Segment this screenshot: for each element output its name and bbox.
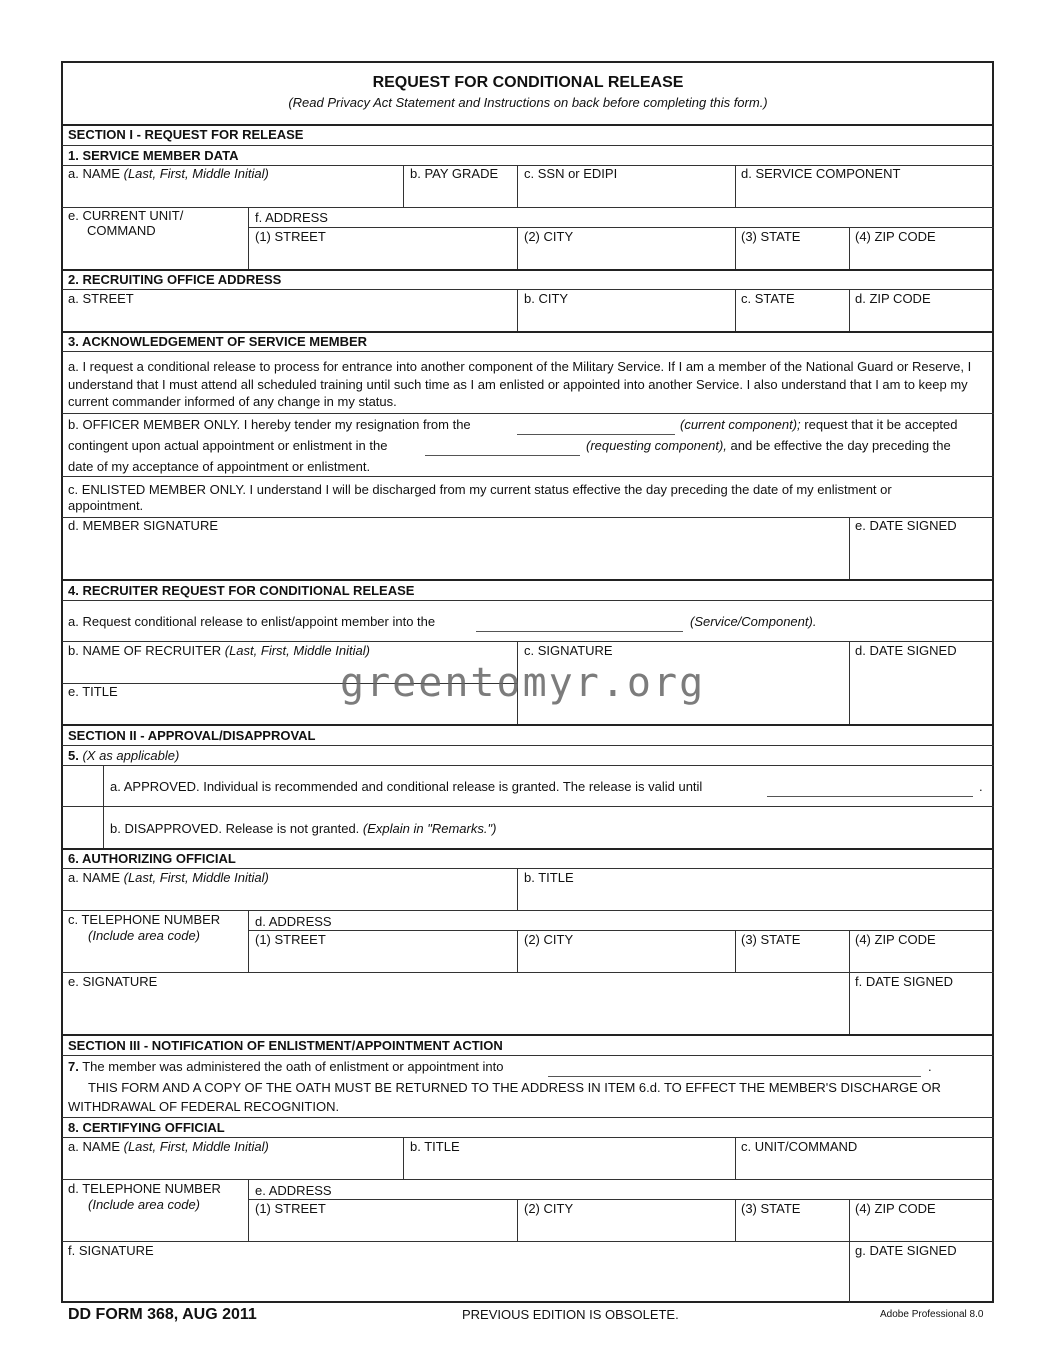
current-component-blank[interactable] [517, 434, 675, 435]
field-label: The member was administered the oath of enlistment or appointment into [78, 1059, 504, 1074]
street-field[interactable]: (1) STREET [255, 229, 326, 244]
disapproved-text [110, 821, 496, 836]
divider [517, 165, 518, 207]
enlisted-text: c. ENLISTED MEMBER ONLY. I understand I will be discharged from my current status effective the day preceding the date of my enlistment or appointment. [68, 482, 892, 513]
divider [248, 207, 249, 269]
city-field[interactable]: (2) CITY [524, 229, 574, 244]
rule [62, 269, 994, 271]
recruiter-name-field[interactable] [68, 643, 370, 658]
divider [849, 289, 850, 331]
section-2-heading: SECTION II - APPROVAL/DISAPPROVAL [68, 728, 316, 743]
field-hint: (Last, First, Middle Initial) [123, 166, 269, 181]
ssn-field[interactable]: c. SSN or EDIPI [524, 166, 618, 181]
certifying-telephone-field[interactable]: d. TELEPHONE NUMBER [68, 1181, 221, 1196]
field-label: b. DISAPPROVED. Release is not granted. [110, 821, 360, 836]
item-6-heading: 6. AUTHORIZING OFFICIAL [68, 851, 236, 866]
official-title-field[interactable]: b. TITLE [524, 870, 574, 885]
certifying-title-field[interactable]: b. TITLE [410, 1139, 460, 1154]
rule [62, 806, 994, 807]
divider [517, 227, 518, 269]
rule [62, 579, 994, 581]
field-label: and be effective the day preceding the [726, 438, 951, 453]
member-signature-field[interactable]: d. MEMBER SIGNATURE [68, 518, 219, 533]
section-3-heading: SECTION III - NOTIFICATION OF ENLISTMENT/APPOINTMENT ACTION [68, 1038, 503, 1053]
disapproved-checkbox[interactable] [63, 807, 103, 847]
divider [735, 289, 736, 331]
approved-period: . [979, 779, 983, 794]
return-notice: THIS FORM AND A COPY OF THE OATH MUST BE RETURNED TO THE ADDRESS IN ITEM 6.d. TO EFFECT THE MEMBER'S DISCHARGE OR WITHDRAWAL OF FEDERAL RECOGNITION. [68, 1080, 941, 1114]
divider [849, 227, 850, 269]
watermark: greentomyr.org [340, 660, 706, 706]
rule [62, 1034, 994, 1036]
oath-component-blank[interactable] [548, 1076, 921, 1077]
recruiter-signature-field[interactable]: c. SIGNATURE [524, 643, 613, 658]
field-label: a. NAME [68, 1139, 124, 1154]
area-code-hint: (Include area code) [88, 1197, 201, 1212]
official-signature-field[interactable]: e. SIGNATURE [68, 974, 158, 989]
officer-line-3: date of my acceptance of appointment or enlistment. [68, 459, 371, 474]
rule [62, 910, 994, 911]
address-label: f. ADDRESS [255, 210, 328, 225]
recruiting-city-field[interactable]: b. CITY [524, 291, 569, 306]
official-city-field[interactable]: (2) CITY [524, 932, 574, 947]
item-number: 7. [68, 1059, 79, 1074]
field-label: request that it be accepted [800, 417, 958, 432]
rule [62, 1117, 994, 1118]
divider [517, 930, 518, 972]
divider [403, 1137, 404, 1179]
field-hint: (Explain in "Remarks.") [362, 821, 497, 836]
valid-until-blank[interactable] [767, 796, 973, 797]
pay-grade-field[interactable]: b. PAY GRADE [410, 166, 499, 181]
recruiting-zip-field[interactable]: d. ZIP CODE [855, 291, 931, 306]
rule [248, 227, 994, 228]
name-field[interactable] [68, 166, 269, 181]
divider [517, 1199, 518, 1241]
official-state-field[interactable]: (3) STATE [741, 932, 801, 947]
divider [735, 1199, 736, 1241]
rule [62, 124, 994, 126]
divider [849, 517, 850, 579]
rule [62, 145, 994, 146]
divider [403, 165, 404, 207]
rule [62, 745, 994, 746]
divider [735, 930, 736, 972]
divider [517, 868, 518, 910]
certifying-street-field[interactable]: (1) STREET [255, 1201, 326, 1216]
rule [62, 600, 994, 601]
officer-line-1-end [680, 417, 958, 432]
edition-notice: PREVIOUS EDITION IS OBSOLETE. [462, 1307, 679, 1322]
divider [849, 972, 850, 1034]
rule [62, 289, 994, 290]
field-hint: (current component); [680, 417, 801, 432]
rule [62, 868, 994, 869]
rule [62, 351, 994, 352]
divider [735, 165, 736, 207]
divider [248, 1179, 249, 1241]
rule [248, 930, 994, 931]
officer-line-2-end [586, 438, 951, 453]
field-label: a. NAME [68, 870, 124, 885]
rule [62, 972, 994, 973]
rule [62, 331, 994, 333]
official-zip-field[interactable]: (4) ZIP CODE [855, 932, 936, 947]
current-unit-label: e. CURRENT UNIT/ [68, 208, 184, 223]
official-street-field[interactable]: (1) STREET [255, 932, 326, 947]
rule [62, 1137, 994, 1138]
rule [62, 848, 994, 850]
divider [735, 1137, 736, 1179]
certifying-date-signed-field[interactable]: g. DATE SIGNED [855, 1243, 957, 1258]
rule [62, 765, 994, 766]
rule [62, 724, 994, 726]
certifying-name-field[interactable] [68, 1139, 269, 1154]
software-note: Adobe Professional 8.0 [880, 1309, 984, 1320]
rule [62, 1179, 994, 1180]
field-hint: (Last, First, Middle Initial) [224, 643, 370, 658]
area-code-hint: (Include area code) [88, 928, 201, 943]
form-title: REQUEST FOR CONDITIONAL RELEASE [372, 74, 684, 91]
officer-line-2: contingent upon actual appointment or enlistment in the [68, 438, 388, 453]
item-1-heading: 1. SERVICE MEMBER DATA [68, 148, 239, 163]
rule [62, 1055, 994, 1056]
divider [248, 910, 249, 972]
official-date-signed-field[interactable]: f. DATE SIGNED [855, 974, 953, 989]
checkbox-divider [103, 765, 104, 848]
official-telephone-field[interactable]: c. TELEPHONE NUMBER [68, 912, 221, 927]
current-unit-label-2[interactable]: COMMAND [87, 223, 156, 238]
item-2-heading: 2. RECRUITING OFFICE ADDRESS [68, 272, 282, 287]
certifying-city-field[interactable]: (2) CITY [524, 1201, 574, 1216]
field-label: a. NAME [68, 166, 124, 181]
acknowledgement-text: a. I request a conditional release to process for entrance into another component of the Military Service. If I am a member of the National Guard or Reserve, I understand that I must attend all scheduled training until such time as I am enlisted or appointed into another Service. I also understand that I am to keep my current commander informed of any change in my status. [68, 359, 972, 409]
rule [62, 476, 994, 477]
approved-text: a. APPROVED. Individual is recommended and conditional release is granted. The release is valid until [110, 779, 703, 794]
field-hint: (X as applicable) [82, 748, 180, 763]
official-address-label: d. ADDRESS [255, 914, 332, 929]
certifying-signature-field[interactable]: f. SIGNATURE [68, 1243, 154, 1258]
field-hint: (Last, First, Middle Initial) [123, 1139, 269, 1154]
divider [849, 1241, 850, 1303]
item-5-label [68, 748, 179, 763]
certifying-address-label: e. ADDRESS [255, 1183, 332, 1198]
member-date-signed-field[interactable]: e. DATE SIGNED [855, 518, 957, 533]
service-component-field[interactable]: d. SERVICE COMPONENT [741, 166, 901, 181]
item-3-heading: 3. ACKNOWLEDGEMENT OF SERVICE MEMBER [68, 334, 368, 349]
field-hint: (Last, First, Middle Initial) [123, 870, 269, 885]
rule [62, 641, 994, 642]
form-subtitle: (Read Privacy Act Statement and Instructions on back before completing this form.) [288, 95, 768, 110]
divider [849, 641, 850, 724]
rule [248, 1199, 994, 1200]
rule [62, 207, 994, 208]
section-1-heading: SECTION I - REQUEST FOR RELEASE [68, 127, 304, 142]
item-number: 5. [68, 748, 79, 763]
recruiter-date-signed-field[interactable]: d. DATE SIGNED [855, 643, 957, 658]
item-7-text [68, 1059, 504, 1074]
certifying-unit-field[interactable]: c. UNIT/COMMAND [741, 1139, 858, 1154]
divider [517, 289, 518, 331]
service-component-blank[interactable] [476, 631, 683, 632]
approved-checkbox[interactable] [63, 766, 103, 806]
officer-line-1: b. OFFICER MEMBER ONLY. I hereby tender my resignation from the [68, 417, 471, 432]
field-hint: (requesting component), [586, 438, 727, 453]
certifying-state-field[interactable]: (3) STATE [741, 1201, 801, 1216]
rule [62, 413, 994, 414]
item-8-heading: 8. CERTIFYING OFFICIAL [68, 1120, 225, 1135]
recruiting-state-field[interactable]: c. STATE [741, 291, 795, 306]
requesting-component-blank[interactable] [425, 455, 580, 456]
item-4-heading: 4. RECRUITER REQUEST FOR CONDITIONAL RELEASE [68, 583, 415, 598]
divider [849, 1199, 850, 1241]
state-field[interactable]: (3) STATE [741, 229, 801, 244]
certifying-zip-field[interactable]: (4) ZIP CODE [855, 1201, 936, 1216]
divider [735, 227, 736, 269]
recruiter-title-field[interactable]: e. TITLE [68, 684, 118, 699]
official-name-field[interactable] [68, 870, 269, 885]
field-label: b. NAME OF RECRUITER [68, 643, 225, 658]
recruiter-request-text: a. Request conditional release to enlist/appoint member into the [68, 614, 436, 629]
service-component-hint: (Service/Component). [690, 614, 817, 629]
divider [849, 930, 850, 972]
zip-field[interactable]: (4) ZIP CODE [855, 229, 936, 244]
item-7-period: . [928, 1059, 932, 1074]
form-id: DD FORM 368, AUG 2011 [68, 1306, 257, 1323]
recruiting-street-field[interactable]: a. STREET [68, 291, 134, 306]
rule [62, 1241, 994, 1242]
